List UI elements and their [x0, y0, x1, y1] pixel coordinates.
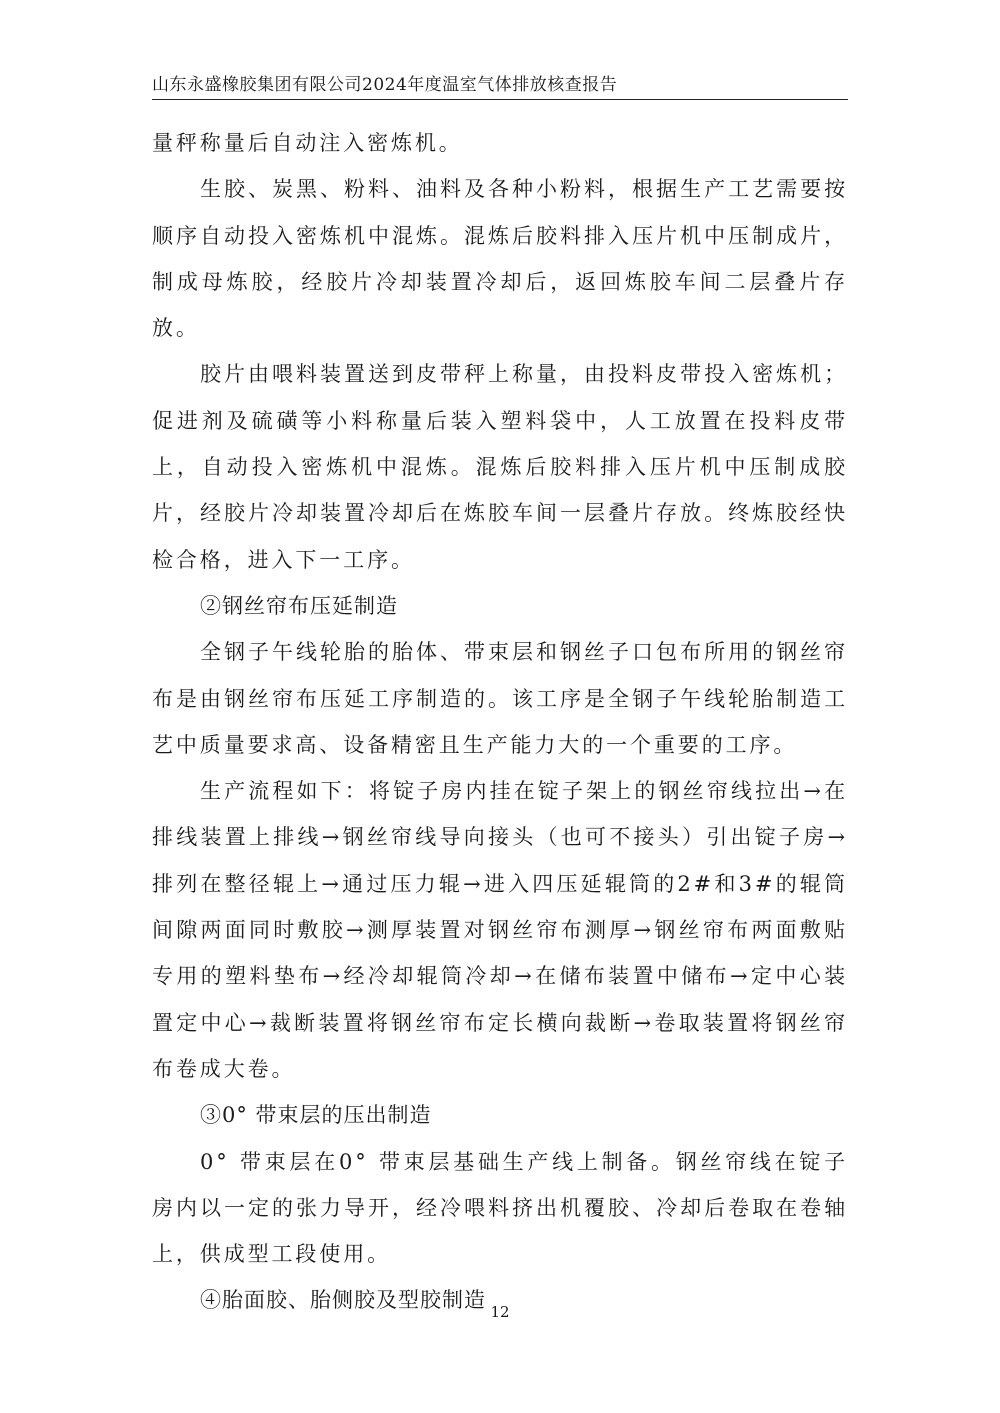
- section-heading-zero-degree-belt: ③0° 带束层的压出制造: [200, 1103, 432, 1128]
- header-divider: [152, 99, 848, 100]
- section-heading-tread-sidewall: ④胎面胶、胎侧胶及型胶制造: [200, 1288, 486, 1313]
- paragraph-steel-cord-intro: 全钢子午线轮胎的胎体、带束层和钢丝子口包布所用的钢丝帘布是由钢丝帘布压延工序制造的。该工序是全钢子午线轮胎制造工艺中质量要求高、设备精密且生产能力大的一个重要的工序。: [152, 640, 848, 757]
- document-header: 山东永盛橡胶集团有限公司2024年度温室气体排放核查报告: [152, 75, 618, 95]
- section-heading-steel-cord-calendering: ②钢丝帘布压延制造: [200, 593, 398, 618]
- paragraph-final-mixing: 胶片由喂料装置送到皮带秤上称量，由投料皮带投入密炼机；促进剂及硫磺等小料称量后装入塑料袋中，人工放置在投料皮带上，自动投入密炼机中混炼。混炼后胶料排入压片机中压制成胶片，经胶片冷却装置冷却后在炼胶车间一层叠片存放。终炼胶经快检合格，进入下一工序。: [152, 362, 848, 572]
- report-body: [152, 120, 848, 1324]
- paragraph-continuation: 量秤称量后自动注入密炼机。: [152, 131, 463, 155]
- page-number: 12: [490, 1303, 510, 1321]
- paragraph-mixing-process: 生胶、炭黑、粉料、油料及各种小粉料，根据生产工艺需要按顺序自动投入密炼机中混炼。混炼后胶料排入压片机中压制成片，制成母炼胶，经胶片冷却装置冷却后，返回炼胶车间二层叠片存放。: [152, 177, 848, 341]
- paragraph-zero-degree-belt: 0° 带束层在0° 带束层基础生产线上制备。钢丝帘线在锭子房内以一定的张力导开，经冷喂料挤出机覆胶、冷却后卷取在卷轴上，供成型工段使用。: [152, 1149, 848, 1267]
- paragraph-production-flow: 生产流程如下：将锭子房内挂在锭子架上的钢丝帘线拉出→在排线装置上排线→钢丝帘线导向接头（也可不接头）引出锭子房→排列在整径辊上→通过压力辊→进入四压延辊筒的2#和3#的辊筒间隙两面同时敷胶→测厚装置对钢丝帘布测厚→钢丝帘布两面敷贴专用的塑料垫布→经冷却辊筒冷却→在储布装置中储布→定中心装置定中心→裁断装置将钢丝帘布定长横向裁断→卷取装置将钢丝帘布卷成大卷。: [152, 779, 848, 1081]
